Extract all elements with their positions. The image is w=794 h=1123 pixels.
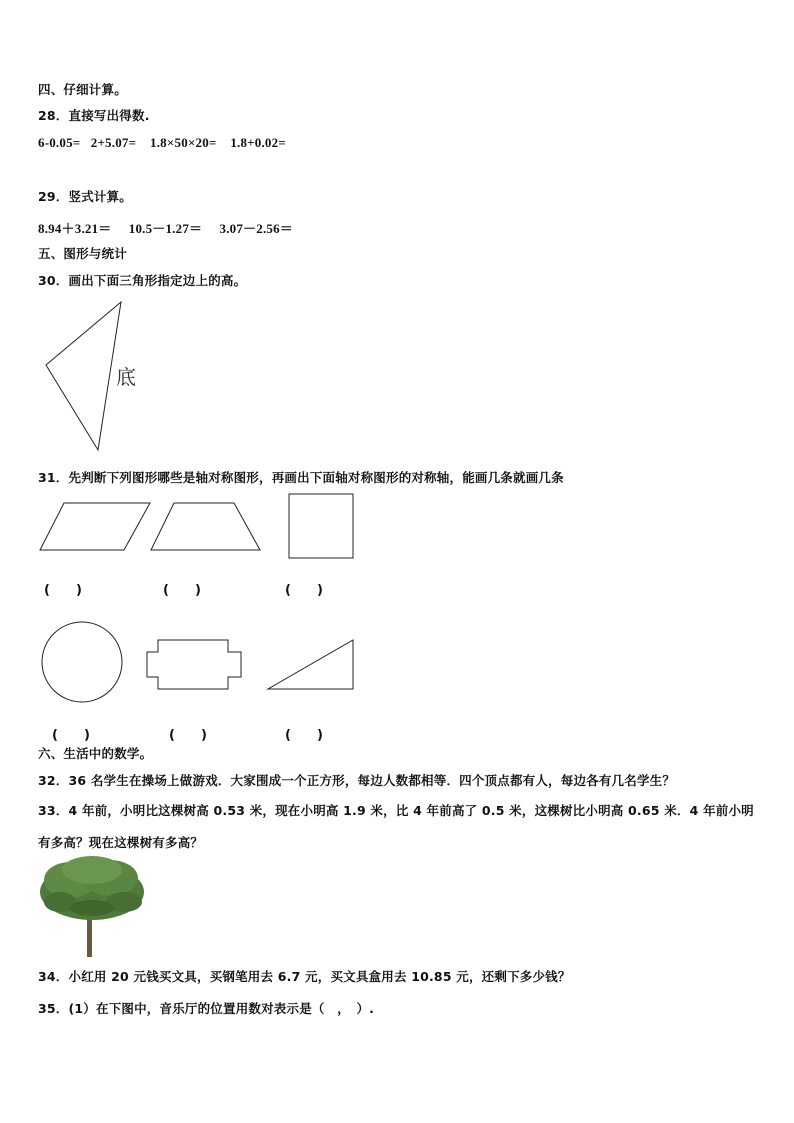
section-5-title: 五、图形与统计 [38, 246, 127, 261]
expression: 3.07－2.56＝ [219, 221, 293, 236]
notched-rectangle-shape [147, 640, 241, 689]
question-31-label: 31．先判断下列图形哪些是轴对称图形，再画出下面轴对称图形的对称轴，能画几条就画几条 [38, 470, 564, 485]
rectangle-shape [289, 494, 353, 558]
right-triangle-shape [268, 640, 353, 689]
question-30-label: 30．画出下面三角形指定边上的高。 [38, 273, 247, 288]
answer-blank[interactable]: ( ) [285, 583, 323, 598]
section-4-title: 四、仔细计算。 [38, 82, 127, 97]
expression: 1.8×50×20= [150, 135, 217, 150]
trapezoid-shape [151, 503, 260, 550]
triangle-figure [46, 302, 121, 450]
question-29-label: 29．竖式计算。 [38, 189, 132, 204]
parallelogram-shape [40, 503, 150, 550]
expression: 1.8+0.02= [230, 135, 286, 150]
answer-blank[interactable]: ( ) [44, 583, 82, 598]
circle-shape [42, 622, 122, 702]
question-34-label: 34．小红用 20 元钱买文具，买钢笔用去 6.7 元，买文具盒用去 10.85 元，还剩下多少钱？ [38, 969, 571, 984]
expression: 10.5－1.27＝ [128, 221, 203, 236]
answer-blank[interactable]: ( ) [52, 728, 90, 743]
expression: 8.94＋3.21＝ [38, 221, 112, 236]
answer-blank[interactable]: ( ) [169, 728, 207, 743]
expression: 6-0.05= [38, 135, 81, 150]
question-28-label: 28．直接写出得数. [38, 108, 150, 123]
expression: 2+5.07= [90, 135, 137, 150]
answer-blank[interactable]: ( ) [285, 728, 323, 743]
section-6-title: 六、生活中的数学。 [38, 746, 153, 761]
question-32-label: 32．36 名学生在操场上做游戏．大家围成一个正方形，每边人数都相等．四个顶点都有人，每边各有几名学生？ [38, 773, 676, 788]
question-35-label: 35．(1）在下图中，音乐厅的位置用数对表示是（ ， ）. [38, 1001, 375, 1016]
answer-blank[interactable]: ( ) [163, 583, 201, 598]
tree-illustration [40, 856, 144, 957]
side-label-base: 底 [116, 365, 136, 389]
question-33-label-line2: 有多高？现在这棵树有多高？ [38, 835, 204, 850]
question-33-label-line1: 33．4 年前，小明比这棵树高 0.53 米，现在小明高 1.9 米，比 4 年前高了 0.5 米，这棵树比小明高 0.65 米．4 年前小明 [38, 803, 754, 818]
